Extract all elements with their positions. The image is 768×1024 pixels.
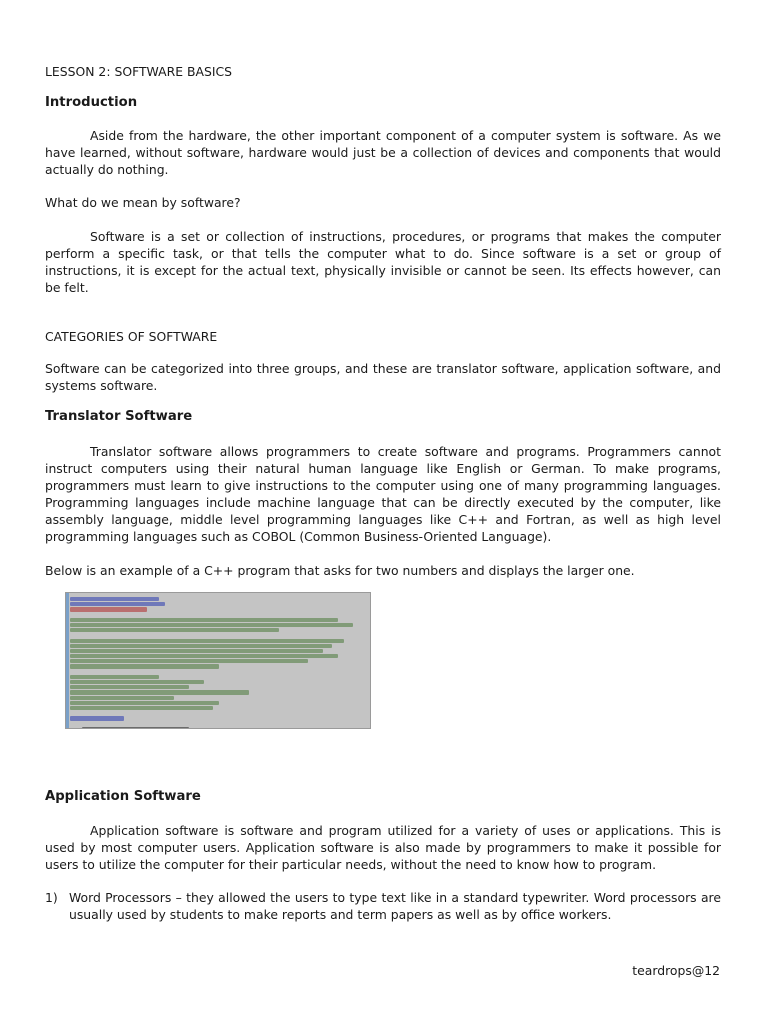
- code-line: [70, 685, 189, 689]
- code-line: [70, 639, 344, 643]
- application-paragraph: Application software is software and program utilized for a variety of uses or applications. This is used by most computer users. Application software is also made by programmers to make it possible for users to utilize the computer for their particular needs, without the need to know how to program.: [45, 823, 721, 872]
- application-heading: Application Software: [45, 789, 201, 804]
- list-item: [45, 889, 721, 923]
- categories-heading: CATEGORIES OF SOFTWARE: [45, 329, 218, 344]
- code-lines: [70, 597, 368, 726]
- software-definition-paragraph: Software is a set or collection of instructions, procedures, or programs that makes the computer perform a specific task, or that tells the computer what to do. Since software is a set or group of instructions, it is except for the actual text, physically invisible or cannot be seen. Its effects however, can be felt.: [45, 229, 721, 295]
- translator-paragraph: Translator software allows programmers to create software and programs. Programmers cannot instruct computers using their natural human language like English or German. To make programs, programmers must learn to give instructions to the computer using one of many programming languages. Programming languages include machine language that can be directly executed by the computer, like assembly language, middle level programming languages like C++ and Fortran, as well as high level programming languages such as COBOL (Common Business-Oriented Language).: [45, 444, 721, 544]
- code-line: [70, 628, 279, 632]
- code-line: [70, 618, 338, 622]
- translator-heading: Translator Software: [45, 409, 193, 424]
- categories-paragraph: Software can be categorized into three groups, and these are translator software, application software, and systems software.: [45, 361, 721, 393]
- code-line: [70, 701, 219, 705]
- code-line: [70, 654, 338, 658]
- code-line: [70, 690, 249, 694]
- code-line: [70, 649, 323, 653]
- footer-credit: teardrops@12: [632, 963, 720, 978]
- code-line: [70, 664, 219, 668]
- code-line: [70, 602, 165, 606]
- code-gutter: [66, 593, 69, 728]
- code-line: [70, 623, 353, 627]
- intro-paragraph: Aside from the hardware, the other important component of a computer system is software. As we have learned, without software, hardware would just be a collection of devices and components that would actually do nothing.: [45, 128, 721, 177]
- code-line: [70, 696, 174, 700]
- code-line: [70, 716, 124, 720]
- code-line: [82, 727, 189, 729]
- code-line: [70, 675, 159, 679]
- code-line: [70, 659, 308, 663]
- lesson-name: SOFTWARE BASICS: [114, 64, 232, 79]
- code-line: [70, 680, 204, 684]
- lesson-sep: :: [106, 64, 111, 79]
- list-item-text: Word Processors – they allowed the users to type text like in a standard typewriter. Word processors are usually used by students to make reports and term papers as well as by office workers.: [69, 890, 721, 922]
- code-line: [70, 607, 147, 611]
- intro-heading: Introduction: [45, 95, 138, 110]
- example-caption: Below is an example of a C++ program that asks for two numbers and displays the larger one.: [45, 563, 635, 578]
- list-item-number: 1): [45, 890, 58, 905]
- code-line: [70, 706, 213, 710]
- lesson-label: LESSON 2: [45, 64, 107, 79]
- code-line: [70, 597, 159, 601]
- intro-question: What do we mean by software?: [45, 195, 241, 210]
- cpp-code-screenshot: [65, 592, 371, 729]
- code-line: [70, 644, 332, 648]
- lesson-title: [45, 64, 721, 79]
